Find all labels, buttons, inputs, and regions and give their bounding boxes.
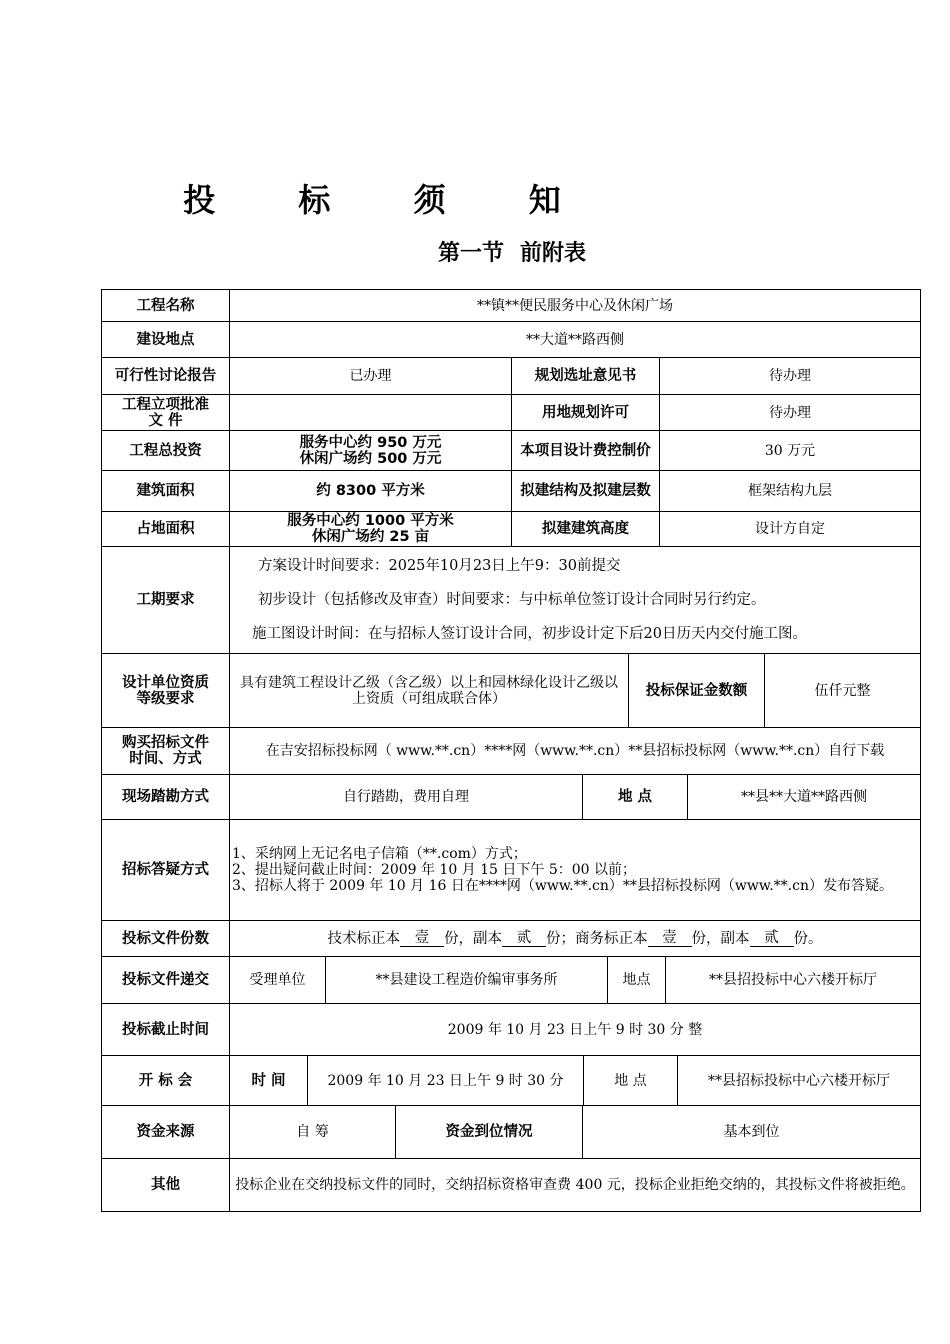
qualification-label-line1: 设计单位资质 — [122, 674, 209, 691]
schedule-label: 工期要求 — [101, 546, 229, 653]
purchase-value: 在吉安招标投标网（ www.**.cn）****网（www.**.cn）**县招标投标网（www.**.cn）自行下载 — [229, 727, 921, 774]
purchase-label-line1: 购买招标文件 — [122, 735, 209, 751]
section-number: 第一节 — [437, 241, 504, 266]
opening-time-value: 2009 年 10 月 23 日上午 9 时 30 分 — [307, 1055, 583, 1105]
site-visit-place-value: **县**大道**路西侧 — [687, 774, 921, 819]
row-approval — [101, 394, 921, 430]
row-site-visit — [101, 774, 921, 819]
approval-label-line2: 文 件 — [148, 412, 183, 429]
schedule-line-3: 施工图设计时间：在与招标人签订设计合同，初步设计定下后20日历天内交付施工图。 — [252, 626, 807, 642]
copies-text-2: 份，副本 — [444, 930, 502, 947]
funding-label: 资金来源 — [101, 1105, 229, 1158]
deadline-value: 2009 年 10 月 23 日上午 9 时 30 分 整 — [229, 1003, 921, 1055]
qa-line-2: 2、提出疑问截止时间：2009 年 10 月 15 日下午 5：00 以前； — [232, 862, 637, 878]
row-investment — [101, 430, 921, 470]
building-area-value: 约 8300 平方米 — [229, 470, 511, 511]
approval-value — [229, 394, 511, 430]
row-feasibility — [101, 357, 921, 394]
location-label: 建设地点 — [101, 321, 229, 357]
row-deadline — [101, 1003, 921, 1055]
copies-label: 投标文件份数 — [101, 920, 229, 956]
submission-place-label: 地点 — [607, 956, 665, 1003]
qa-value — [229, 819, 921, 920]
land-permit-value: 待办理 — [659, 394, 921, 430]
building-area-label: 建筑面积 — [101, 470, 229, 511]
land-area-value-line2: 休闲广场约 25 亩 — [311, 529, 430, 545]
purchase-label-line2: 时间、方式 — [129, 751, 202, 767]
design-fee-label: 本项目设计费控制价 — [511, 430, 659, 470]
section-name: 前附表 — [520, 241, 587, 266]
structure-value: 框架结构九层 — [659, 470, 921, 511]
qa-label: 招标答疑方式 — [101, 819, 229, 920]
schedule-value — [229, 546, 921, 653]
feasibility-label: 可行性讨论报告 — [101, 357, 229, 394]
row-funding — [101, 1105, 921, 1158]
site-visit-label: 现场踏勘方式 — [101, 774, 229, 819]
row-opening — [101, 1055, 921, 1105]
other-label: 其他 — [101, 1158, 229, 1211]
land-permit-label: 用地规划许可 — [511, 394, 659, 430]
funding-status-value: 基本到位 — [582, 1105, 921, 1158]
investment-label: 工程总投资 — [101, 430, 229, 470]
qualification-value: 具有建筑工程设计乙级（含乙级）以上和园林绿化设计乙级以上资质（可组成联合体） — [229, 653, 628, 727]
project-name-label: 工程名称 — [101, 289, 229, 321]
feasibility-value: 已办理 — [229, 357, 511, 394]
approval-label — [101, 394, 229, 430]
deposit-value: 伍仟元整 — [764, 653, 921, 727]
qualification-label-line2: 等级要求 — [136, 690, 195, 707]
schedule-line-1: 方案设计时间要求：2025年10月23日上午9：30前提交 — [258, 558, 621, 574]
opening-place-label: 地 点 — [583, 1055, 677, 1105]
copies-text-3: 份；商务标正本 — [546, 930, 648, 947]
copies-text-5: 份。 — [793, 930, 823, 947]
opening-label: 开 标 会 — [101, 1055, 229, 1105]
funding-status-label: 资金到位情况 — [395, 1105, 582, 1158]
investment-value — [229, 430, 511, 470]
qa-line-1: 1、采纳网上无记名电子信箱（**.com）方式； — [232, 846, 527, 862]
table-bottom-border — [101, 1211, 921, 1212]
other-value: 投标企业在交纳投标文件的同时，交纳招标资格审查费 400 元，投标企业拒绝交纳的，其投标文件将被拒绝。 — [229, 1158, 921, 1211]
investment-value-line1: 服务中心约 950 万元 — [299, 434, 442, 451]
row-qualification — [101, 653, 921, 727]
copies-text-1: 技术标正本 — [327, 930, 400, 947]
funding-value: 自 筹 — [229, 1105, 395, 1158]
site-visit-place-label: 地 点 — [582, 774, 687, 819]
row-purchase — [101, 727, 921, 774]
copies-num-1: 壹 — [400, 930, 444, 947]
approval-label-line1: 工程立项批准 — [122, 396, 209, 413]
row-qa — [101, 819, 921, 920]
purchase-label — [101, 727, 229, 774]
height-value: 设计方自定 — [659, 511, 921, 546]
opening-time-label: 时 间 — [229, 1055, 307, 1105]
qualification-label — [101, 653, 229, 727]
deadline-label: 投标截止时间 — [101, 1003, 229, 1055]
copies-value — [229, 920, 921, 956]
schedule-line-2: 初步设计（包括修改及审查）时间要求：与中标单位签订设计合同时另行约定。 — [258, 592, 766, 608]
land-area-value-line1: 服务中心约 1000 平方米 — [287, 513, 454, 529]
land-area-value — [229, 511, 511, 546]
submission-unit-value: **县建设工程造价编审事务所 — [325, 956, 607, 1003]
height-label: 拟建建筑高度 — [511, 511, 659, 546]
row-schedule — [101, 546, 921, 653]
copies-num-3: 壹 — [648, 930, 692, 947]
project-name-value: **镇**便民服务中心及休闲广场 — [229, 289, 921, 321]
location-value: **大道**路西侧 — [229, 321, 921, 357]
land-area-label: 占地面积 — [101, 511, 229, 546]
row-building-area — [101, 470, 921, 511]
row-land-area — [101, 511, 921, 546]
submission-place-value: **县招投标中心六楼开标厅 — [665, 956, 921, 1003]
investment-value-line2: 休闲广场约 500 万元 — [299, 450, 442, 467]
copies-num-2: 贰 — [502, 930, 546, 947]
section-heading — [0, 236, 950, 267]
document-title: 投 标 须 知 — [183, 181, 597, 219]
site-visit-value: 自行踏勘，费用自理 — [229, 774, 582, 819]
site-selection-value: 待办理 — [659, 357, 921, 394]
design-fee-value: 30 万元 — [659, 430, 921, 470]
row-submission — [101, 956, 921, 1003]
deposit-label: 投标保证金数额 — [628, 653, 764, 727]
site-selection-label: 规划选址意见书 — [511, 357, 659, 394]
row-other — [101, 1158, 921, 1211]
opening-place-value: **县招标投标中心六楼开标厅 — [677, 1055, 921, 1105]
submission-unit-label: 受理单位 — [229, 956, 325, 1003]
row-location — [101, 321, 921, 357]
copies-num-4: 贰 — [750, 930, 794, 947]
row-project-name — [101, 289, 921, 321]
row-copies — [101, 920, 921, 956]
qa-line-3: 3、招标人将于 2009 年 10 月 16 日在****网（www.**.cn）**县招标投标网（www.**.cn）发布答疑。 — [232, 878, 893, 894]
copies-text-4: 份，副本 — [691, 930, 750, 947]
submission-label: 投标文件递交 — [101, 956, 229, 1003]
structure-label: 拟建结构及拟建层数 — [511, 470, 659, 511]
